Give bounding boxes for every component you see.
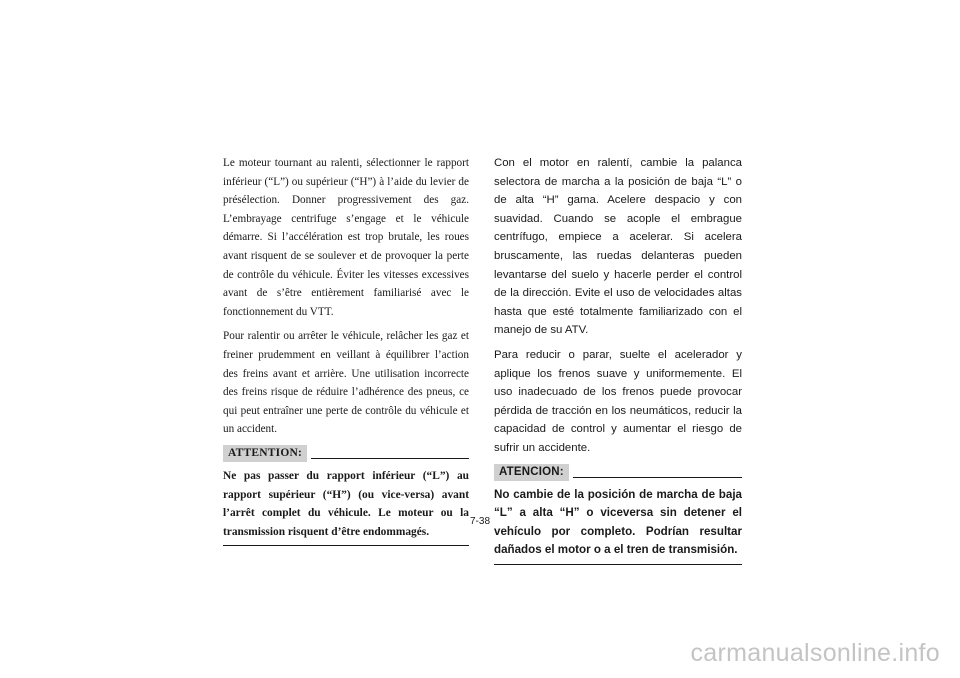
spanish-notice-rule (573, 477, 742, 478)
spanish-notice-header (494, 464, 742, 482)
spanish-notice-label: ATENCION: (494, 464, 569, 481)
french-paragraph-braking: Pour ralentir ou arrêter le véhicule, relâcher les gaz et freiner prudemment en veillant à équilibrer l’action des freins avant et arrière. Une utilisation incorrecte des freins risque de réduire l’adhérence des pneus, ce qui peut entraîner une perte de contrôle du véhicule et un accident. (223, 330, 469, 436)
french-notice-header (223, 445, 469, 463)
french-notice-label: ATTENTION: (223, 445, 307, 462)
watermark: carmanualsonline.info (690, 639, 940, 667)
spanish-paragraph-braking: Para reducir o parar, suelte el acelerador y aplique los frenos suave y uniformemente. El uso inadecuado de los frenos puede provocar pérdida de tracción en los neumáticos, reducir la capacidad de control y aumentar el riesgo de sufrir un accidente. (494, 348, 742, 454)
french-paragraph-shifting: Le moteur tournant au ralenti, sélectionner le rapport inférieur (“L”) ou supérieur (“H”) à l’aide du levier de présélection. Donner progressivement des gaz. L’embrayage centrifuge s’engage et le véhicule démarre. Si l’accélération est trop brutale, les roues avant risquent de se soulever et de provoquer la perte de contrôle du véhicule. Éviter les vitesses excessives avant de s’être entièrement familiarisé avec le fonctionnement du VTT. (223, 157, 469, 318)
spanish-paragraph-shifting: Con el motor en ralentí, cambie la palanca selectora de marcha a la posición de baja “L” o de alta “H” gama. Acelere despacio y con suavidad. Cuando se acople el embrague centrífugo, empiece a acelerar. Si acelera bruscamente, las ruedas delanteras pueden levantarse del suelo y hacerle perder el control de la dirección. Evite el uso de velocidades altas hasta que esté totalmente familiarizado con el manejo de su ATV. (494, 157, 742, 337)
page-number: 7-38 (469, 516, 490, 527)
spanish-notice-text: No cambie de la posición de marcha de baja “L” a alta “H” o viceversa sin detener el vehículo por completo. Podrían resultar dañados el motor o a el tren de transmisión. (494, 486, 742, 565)
french-notice-rule (311, 458, 469, 459)
spanish-column (494, 154, 742, 565)
french-column (223, 154, 469, 546)
french-notice-text: Ne pas passer du rapport inférieur (“L”) au rapport supérieur (“H”) (ou vice-versa) avant l’arrêt complet du véhicule. Le moteur ou la transmission risquent d’être endommagés. (223, 467, 469, 546)
